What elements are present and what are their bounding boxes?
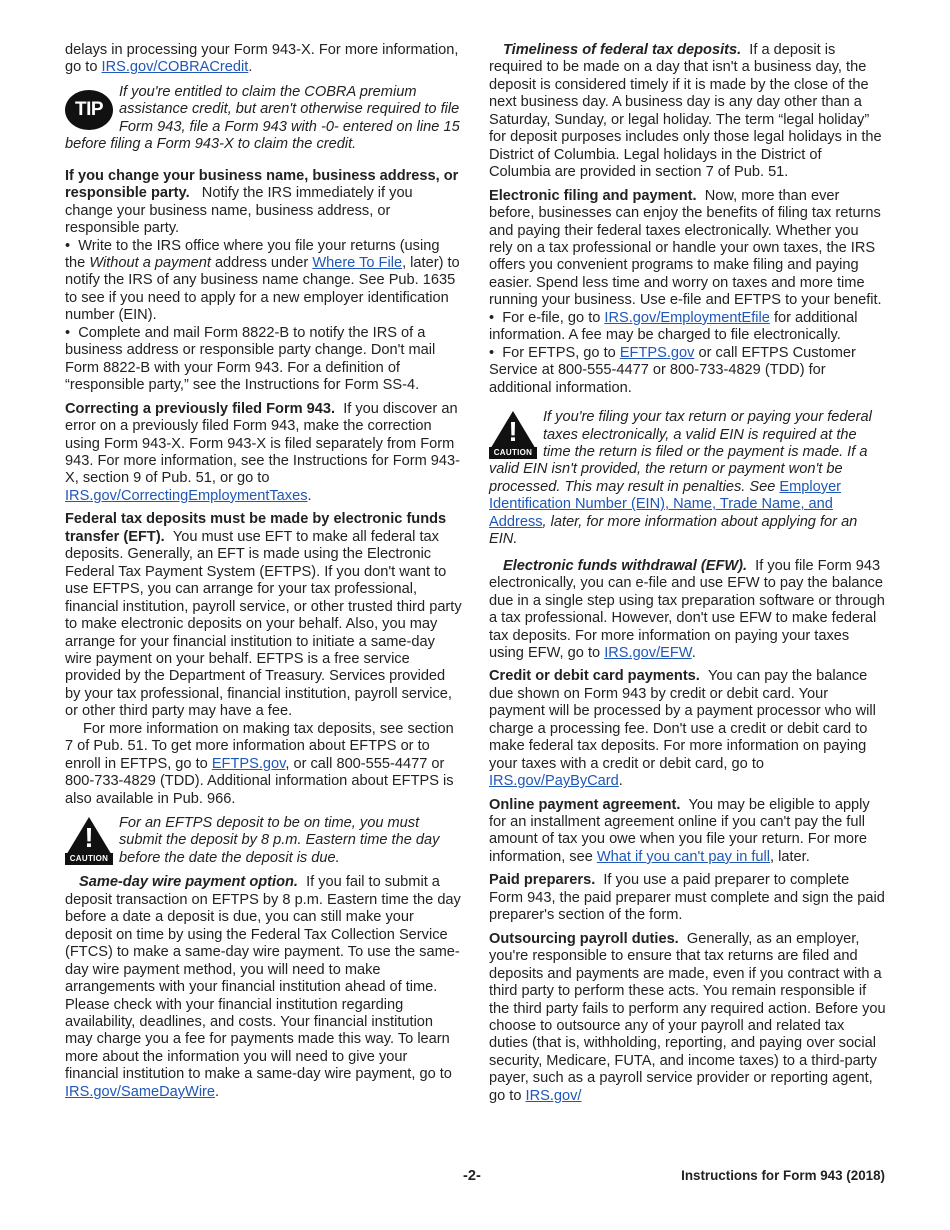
correcting-employment-taxes-link[interactable]: IRS.gov/CorrectingEmploymentTaxes [65, 487, 308, 504]
online-agreement-paragraph: Online payment agreement. You may be eligible to apply for an installment agreement online if you can't pay the full amount of tax you owe when you file your return. For more information, see What if you can't pay in full, later. [489, 796, 870, 865]
efile-paragraph: Electronic filing and payment. Now, more than ever before, businesses can enjoy the benefits of filing tax returns and paying their federal taxes electronically. Whether you rely on a tax professional or handle your own taxes, the IRS offers you convenient programs to make filing and paying easier. Spend less time and worry on taxes and more time running your business. Use e-file and EFTPS to your benefit. [489, 187, 882, 309]
same-day-paragraph: Same-day wire payment option. If you fail to submit a deposit transaction on EFTPS by 8 p.m. Eastern time the day before a date a deposit is due, you can still make your deposit on time by using the Federal Tax Collection Service (FTCS) to make a same-day wire payment. To use the same-day wire payment method, you will need to make arrangements with your financial institution ahead of time. Please check with your financial institution regarding availability, deadlines, and costs. Your financial institution may charge you a fee for payments made this way. To learn more about the information you will need to give your financial institution to make a same-day wire payment, go to IRS.gov/SameDayWire. [65, 874, 461, 1100]
efile-heading: Electronic filing and payment. [489, 187, 697, 204]
eftps-link-2[interactable]: EFTPS.gov [619, 344, 695, 361]
eft-heading: Federal tax deposits must be made by electronic funds transfer (EFT). [65, 511, 447, 545]
caution-icon: ! CAUTION [65, 817, 115, 865]
tip-note [65, 84, 462, 154]
irs-gov-link[interactable]: IRS.gov/ [525, 1087, 582, 1104]
caution-text: For an EFTPS deposit to be on time, you must submit the deposit by 8 p.m. Eastern time the day before the date the deposit is due. [119, 815, 440, 866]
employment-efile-link[interactable]: IRS.gov/EmploymentEfile [604, 309, 770, 326]
timeliness-paragraph: Timeliness of federal tax deposits. If a deposit is required to be made on a day that isn't a business day, the deposit is considered timely if it is made by the close of the next business day. A business day is any day other than a Saturday, Sunday, or legal holiday. The term “legal holiday” for deposit purposes includes only those legal holidays in the District of Columbia. Legal holidays in the District of Columbia are provided in section 7 of Pub. 51. [489, 42, 882, 181]
efw-link[interactable]: IRS.gov/EFW [604, 644, 692, 661]
cobra-credit-link[interactable]: IRS.gov/COBRACredit [101, 59, 249, 76]
change-business-heading: If you change your business name, business address, or responsible party. [65, 167, 459, 202]
tip-icon: TIP [65, 86, 115, 134]
efw-heading: Electronic funds withdrawal (EFW). [503, 557, 748, 574]
caution-note-eftps [65, 815, 462, 867]
card-heading: Credit or debit card payments. [489, 668, 700, 685]
cant-pay-in-full-link[interactable]: What if you can't pay in full [596, 848, 771, 865]
efile-bullet-1: • For e-file, go to IRS.gov/EmploymentEfile for additional information. A fee may be charged to file electronically. [489, 309, 858, 344]
eftps-link[interactable]: EFTPS.gov [211, 755, 286, 772]
ein-section-link[interactable]: Employer Identification Number (EIN), Name, Trade Name, and Address [489, 478, 842, 530]
left-column [65, 42, 462, 1101]
efile-bullet-2: • For EFTPS, go to EFTPS.gov or call EFTPS Customer Service at 800-555-4477 or 800-733-4829 (TDD) for additional information. [489, 344, 856, 396]
card-paragraph: Credit or debit card payments. You can pay the balance due shown on Form 943 by credit or debit card. Your payment will be processed by a payment processor who will charge a processing fee. Don't use a credit or debit card to make federal tax deposits. For more information on paying your taxes with a credit or debit card, go to IRS.gov/PayByCard. [489, 668, 876, 790]
correcting-paragraph: Correcting a previously filed Form 943. If you discover an error on a previously filed Form 943, make the correction using Form 943-X. Form 943-X is filed separately from Form 943. For more information, see the Instructions for Form 943-X, section 9 of Pub. 51, or go to IRS.gov/CorrectingEmploymentTaxes. [65, 400, 461, 504]
change-business-paragraph: If you change your business name, business address, or responsible party. Notify the IRS immediately if you change your business name, business address, or responsible party. [65, 167, 459, 237]
right-column [489, 42, 886, 1105]
paid-preparers-heading: Paid preparers. [489, 872, 596, 889]
correcting-heading: Correcting a previously filed Form 943. [65, 400, 336, 417]
where-to-file-link[interactable]: Where To File [312, 254, 403, 271]
intro-paragraph: delays in processing your Form 943-X. For more information, go to IRS.gov/COBRACredit. [65, 42, 459, 76]
page-number: -2- [463, 1168, 481, 1184]
eft-more-info-paragraph: For more information on making tax deposits, see section 7 of Pub. 51. To get more information about EFTPS or to enroll in EFTPS, go to EFTPS.gov, or call 800-555-4477 or 800-733-4829 (TDD). Additional information about EFTPS is also available in Pub. 966. [65, 720, 454, 807]
eft-paragraph: Federal tax deposits must be made by electronic funds transfer (EFT). You must use EFT to make all federal tax deposits. Generally, an EFT is made using the Electronic Federal Tax Payment System (EFTPS). If you don't want to use EFTPS, you can arrange for your tax professional, financial institution, payroll service, or other trusted third party to make electronic deposits on your behalf. Also, you may arrange for your financial institution to initiate a same-day wire payment on your behalf. EFTPS is a free service provided by the Department of Treasury. Services provided by your tax professional, financial institution, payroll service, or other third party may have a fee. [65, 511, 462, 720]
outsourcing-paragraph: Outsourcing payroll duties. Generally, as an employer, you're responsible to ensure that tax returns are filed and deposits and payments are made, even if you contract with a third party to perform these acts. You remain responsible if the third party fails to perform any required action. Before you choose to outsource any of your payroll and related tax duties (that is, withholding, reporting, and paying over social security, Medicare, FUTA, and income taxes) to a third-party payer, such as a payroll service provider or reporting agent, go to IRS.gov/ [489, 930, 886, 1104]
footer-title: Instructions for Form 943 (2018) [681, 1168, 885, 1183]
pay-by-card-link[interactable]: IRS.gov/PayByCard [489, 773, 619, 790]
same-day-heading: Same-day wire payment option. [79, 874, 298, 891]
efw-paragraph: Electronic funds withdrawal (EFW). If you file Form 943 electronically, you can e-file and use EFW to pay the balance due in a single step using tax preparation software or through a tax professional. However, don't use EFW to make federal tax deposits. For more information on paying your taxes using EFW, go to IRS.gov/EFW. [489, 557, 885, 661]
timeliness-heading: Timeliness of federal tax deposits. [503, 42, 742, 58]
same-day-wire-link[interactable]: IRS.gov/SameDayWire [65, 1083, 216, 1100]
outsourcing-heading: Outsourcing payroll duties. [489, 930, 679, 947]
caution-note-ein: ! CAUTION If you're filing your tax return or paying your federal taxes electronically, a valid EIN is required at the time the return is filed or the payment is made. If a valid EIN isn't provided, the return or payment won't be processed. This may result in penalties. See Employer Identification Number (EIN), Name, Trade Name, and Address, later, for more information about applying for an EIN. [489, 409, 872, 548]
online-agreement-heading: Online payment agreement. [489, 796, 681, 813]
change-business-bullet-2: • Complete and mail Form 8822-B to notify the IRS of a business address or responsible party change. Don't mail Form 8822-B with your Form 943. For a definition of “responsible party,” see the Instructions for Form SS-4. [65, 324, 436, 394]
change-business-bullet-1: • Write to the IRS office where you file your returns (using the Without a payment address under Where To File, later) to notify the IRS of any business name change. See Pub. 1635 to see if you need to apply for a new employer identification number (EIN). [65, 237, 460, 324]
caution-icon: ! CAUTION [489, 411, 539, 459]
paid-preparers-paragraph: Paid preparers. If you use a paid preparer to complete Form 943, the paid preparer must complete and sign the paid preparer's section of the form. [489, 872, 885, 924]
tip-text: If you're entitled to claim the COBRA premium assistance credit, but aren't otherwise required to file Form 943, file a Form 943 with -0- entered on line 15 before filing a Form 943-X to claim the credit. [65, 83, 460, 153]
